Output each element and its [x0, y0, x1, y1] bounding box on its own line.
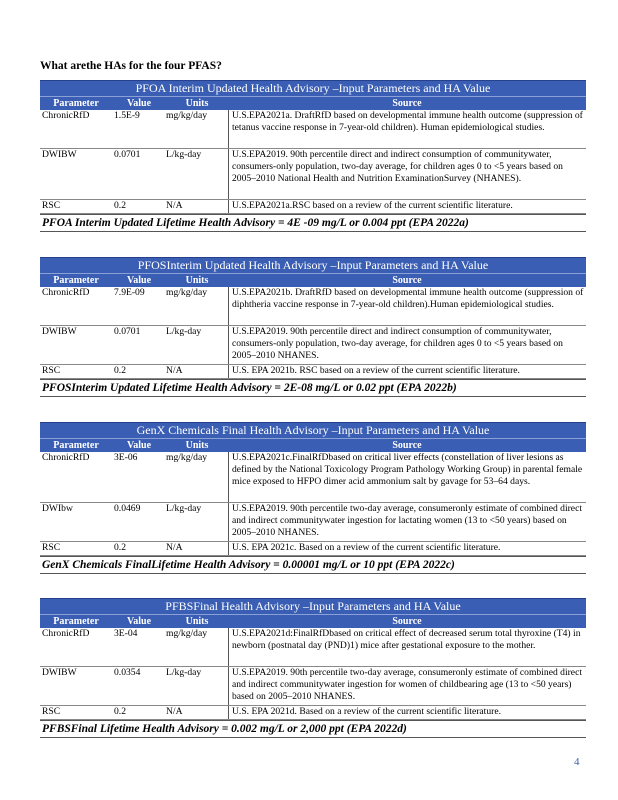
source-cell: U.S. EPA 2021b. RSC based on a review of the current scientific literature.: [228, 365, 586, 378]
table-row: [40, 503, 586, 542]
value-cell: 0.2: [114, 200, 126, 211]
units-cell: L/kg-day: [166, 667, 202, 678]
source-cell: U.S. EPA 2021d. Based on a review of the current scientific literature.: [228, 706, 586, 719]
col-header-units: Units: [185, 275, 209, 286]
source-cell: U.S.EPA2021a.RSC based on a review of the current scientific literature.: [228, 200, 586, 213]
param-cell: ChronicRfD: [42, 628, 90, 639]
table-row: [40, 706, 586, 720]
col-header-parameter: Parameter: [53, 440, 99, 451]
value-cell: 0.2: [114, 706, 126, 717]
table-row: [40, 200, 586, 214]
source-cell: U.S.EPA2021b. DraftRfD based on developmental immune health outcome (suppression of diphtheria vaccine response in 7-year-old children).Human epidemiological studies.: [228, 287, 586, 325]
table-header: [40, 96, 586, 110]
table-row: [40, 326, 586, 365]
value-cell: 3E-04: [114, 628, 138, 639]
table-row: [40, 110, 586, 149]
col-header-source: Source: [392, 98, 422, 109]
units-cell: L/kg-day: [166, 503, 202, 514]
col-header-units: Units: [185, 98, 209, 109]
units-cell: mg/kg/day: [166, 452, 208, 463]
param-cell: RSC: [42, 542, 61, 553]
genx-table: [40, 422, 586, 574]
units-cell: mg/kg/day: [166, 110, 208, 121]
source-cell: U.S.EPA2021d:FinalRfDbased on critical effect of decreased serum total thyroxine (T4) in newborn (postnatal day (PND)1) mice after gestational exposure to the mother.: [228, 628, 586, 666]
table-row: [40, 365, 586, 379]
advisory-summary: GenX Chemicals FinalLifetime Health Advisory = 0.00001 mg/L or 10 ppt (EPA 2022c): [40, 556, 586, 574]
param-cell: RSC: [42, 200, 61, 211]
param-cell: DWIBW: [42, 667, 77, 678]
source-cell: U.S.EPA2021a. DraftRfD based on developmental immune health outcome (suppression of tetanus vaccine response in 7-year-old children). Human epidemiological studies.: [228, 110, 586, 148]
param-cell: DWIbw: [42, 503, 73, 514]
col-header-parameter: Parameter: [53, 98, 99, 109]
advisory-summary: PFOA Interim Updated Lifetime Health Advisory = 4E -09 mg/L or 0.004 ppt (EPA 2022a): [40, 214, 586, 232]
param-cell: ChronicRfD: [42, 110, 90, 121]
source-cell: U.S.EPA2019. 90th percentile two-day average, consumeronly estimate of combined direct and indirect communitywater ingestion for women of childbearing age (13 to <50 years) based on 2005–2010 NHANES.: [228, 667, 586, 705]
units-cell: L/kg-day: [166, 149, 202, 160]
units-cell: N/A: [166, 542, 183, 553]
value-cell: 0.0469: [114, 503, 141, 514]
source-cell: U.S.EPA2019. 90th percentile direct and indirect consumption of communitywater, consumers-only population, two-day average, for children ages 0 to <5 years based on 2005–2010 National Health and Nutrition ExaminationSurvey (NHANES).: [228, 149, 586, 199]
page-number: 4: [574, 756, 580, 768]
source-cell: U.S.EPA2021c.FinalRfDbased on critical liver effects (constellation of liver lesions as defined by the National Toxicology Program Pathology Working Group) in parental female mice exposed to HFPO dimer acid ammonium salt by gavage for 53–64 days.: [228, 452, 586, 502]
table-header: [40, 273, 586, 287]
col-header-value: Value: [126, 275, 152, 286]
pfbs-table: [40, 598, 586, 738]
units-cell: L/kg-day: [166, 326, 202, 337]
col-header-source: Source: [392, 275, 422, 286]
col-header-value: Value: [126, 98, 152, 109]
advisory-summary: PFOSInterim Updated Lifetime Health Advisory = 2E-08 mg/L or 0.02 ppt (EPA 2022b): [40, 379, 586, 397]
advisory-summary: PFBSFinal Lifetime Health Advisory = 0.002 mg/L or 2,000 ppt (EPA 2022d): [40, 720, 586, 738]
col-header-value: Value: [126, 440, 152, 451]
value-cell: 3E-06: [114, 452, 138, 463]
col-header-parameter: Parameter: [53, 616, 99, 627]
col-header-source: Source: [392, 440, 422, 451]
param-cell: DWIBW: [42, 149, 77, 160]
col-header-units: Units: [185, 616, 209, 627]
param-cell: DWIBW: [42, 326, 77, 337]
table-row: [40, 149, 586, 200]
table-row: [40, 287, 586, 326]
table-title: GenX Chemicals Final Health Advisory –Input Parameters and HA Value: [40, 422, 586, 438]
page-heading: What arethe HAs for the four PFAS?: [40, 60, 222, 72]
col-header-value: Value: [126, 616, 152, 627]
param-cell: RSC: [42, 365, 61, 376]
units-cell: mg/kg/day: [166, 628, 208, 639]
units-cell: mg/kg/day: [166, 287, 208, 298]
value-cell: 7.9E-09: [114, 287, 145, 298]
col-header-parameter: Parameter: [53, 275, 99, 286]
value-cell: 0.0701: [114, 149, 141, 160]
table-row: [40, 542, 586, 556]
pfos-table: [40, 257, 586, 397]
table-header: [40, 438, 586, 452]
table-header: [40, 614, 586, 628]
units-cell: N/A: [166, 706, 183, 717]
table-row: [40, 452, 586, 503]
col-header-source: Source: [392, 616, 422, 627]
table-title: PFOA Interim Updated Health Advisory –Input Parameters and HA Value: [40, 80, 586, 96]
table-row: [40, 628, 586, 667]
table-title: PFOSInterim Updated Health Advisory –Input Parameters and HA Value: [40, 257, 586, 273]
value-cell: 1.5E-9: [114, 110, 140, 121]
param-cell: ChronicRfD: [42, 452, 90, 463]
source-cell: U.S.EPA2019. 90th percentile two-day average, consumeronly estimate of combined direct and indirect communitywater ingestion for lactating women (13 to <50 years) based on 2005–2010 NHANES.: [228, 503, 586, 541]
col-header-units: Units: [185, 440, 209, 451]
units-cell: N/A: [166, 200, 183, 211]
value-cell: 0.0701: [114, 326, 141, 337]
pfoa-table: [40, 80, 586, 232]
table-row: [40, 667, 586, 706]
value-cell: 0.0354: [114, 667, 141, 678]
param-cell: RSC: [42, 706, 61, 717]
value-cell: 0.2: [114, 365, 126, 376]
param-cell: ChronicRfD: [42, 287, 90, 298]
table-title: PFBSFinal Health Advisory –Input Parameters and HA Value: [40, 598, 586, 614]
value-cell: 0.2: [114, 542, 126, 553]
units-cell: N/A: [166, 365, 183, 376]
source-cell: U.S.EPA2019. 90th percentile direct and indirect consumption of communitywater, consumers-only population, two-day average, for children ages 0 to <5 years based on 2005–2010 NHANES.: [228, 326, 586, 364]
source-cell: U.S. EPA 2021c. Based on a review of the current scientific literature.: [228, 542, 586, 555]
